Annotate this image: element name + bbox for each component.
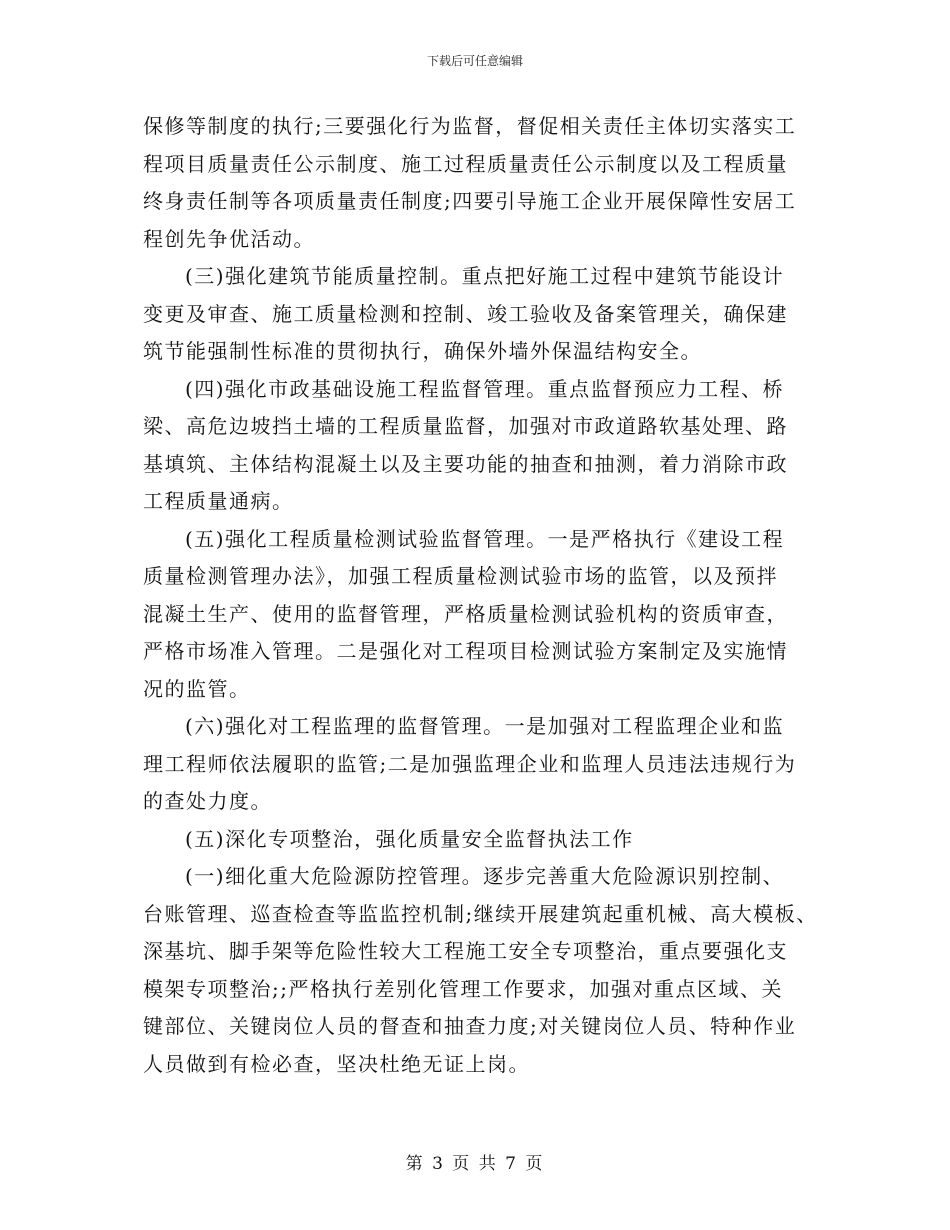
body-line: 终身责任制等各项质量责任制度;四要引导施工企业开展保障性安居工: [143, 189, 797, 213]
paragraph-start-line: (六)强化对工程监理的监督管理。一是加强对工程监理企业和监: [185, 714, 785, 738]
paragraph-start-line: (五)强化工程质量检测试验监督管理。一是严格执行《建设工程: [185, 526, 785, 551]
body-line: 工程质量通病。: [143, 489, 294, 513]
body-line: 理工程师依法履职的监管;二是加强监理企业和监理人员违法违规行为: [143, 751, 797, 776]
body-line: 键部位、关键岗位人员的督查和抽查力度;对关键岗位人员、特种作业: [143, 1014, 797, 1038]
body-line: 台账管理、巡查检查等监监控机制;继续开展建筑起重机械、高大模板、: [143, 901, 818, 926]
body-line: 基填筑、主体结构混凝土以及主要功能的抽查和抽测，着力消除市政: [143, 451, 788, 476]
body-line: 梁、高危边坡挡土墙的工程质量监督，加强对市政道路软基处理、路: [143, 414, 788, 438]
body-line: 深基坑、脚手架等危险性较大工程施工安全专项整治，重点要强化支: [143, 939, 788, 963]
page-number-footer: 第 3 页 共 7 页: [405, 1154, 545, 1174]
document-body: [143, 108, 823, 1083]
paragraph-start-line: (三)强化建筑节能质量控制。重点把好施工过程中建筑节能设计: [185, 264, 785, 288]
body-line: 的查处力度。: [143, 789, 272, 813]
body-line: 况的监管。: [143, 676, 251, 701]
body-line: 程项目质量责任公示制度、施工过程质量责任公示制度以及工程质量: [143, 151, 788, 176]
body-line: 保修等制度的执行;三要强化行为监督，督促相关责任主体切实落实工: [143, 114, 797, 138]
body-line: 筑节能强制性标准的贯彻执行，确保外墙外保温结构安全。: [143, 339, 702, 363]
body-line: 混凝土生产、使用的监督管理，严格质量检测试验机构的资质审查，: [143, 601, 788, 626]
section-heading-line: (五)深化专项整治，强化质量安全监督执法工作: [185, 826, 634, 851]
body-line: 程创先争优活动。: [143, 226, 315, 251]
page-header: 下载后可任意编辑: [426, 54, 523, 68]
body-line: 严格市场准入管理。二是强化对工程项目检测试验方案制定及实施情: [143, 639, 788, 663]
body-line: 变更及审查、施工质量检测和控制、竣工验收及备案管理关，确保建: [143, 301, 788, 326]
body-line: 人员做到有检必查，坚决杜绝无证上岗。: [143, 1051, 530, 1076]
body-line: 质量检测管理办法》，加强工程质量检测试验市场的监管，以及预拌: [143, 564, 778, 588]
paragraph-start-line: (一)细化重大危险源防控管理。逐步完善重大危险源识别控制、: [185, 864, 785, 888]
paragraph-start-line: (四)强化市政基础设施工程监督管理。重点监督预应力工程、桥: [185, 376, 785, 401]
body-line: 模架专项整治;;严格执行差别化管理工作要求，加强对重点区域、关: [143, 976, 783, 1001]
